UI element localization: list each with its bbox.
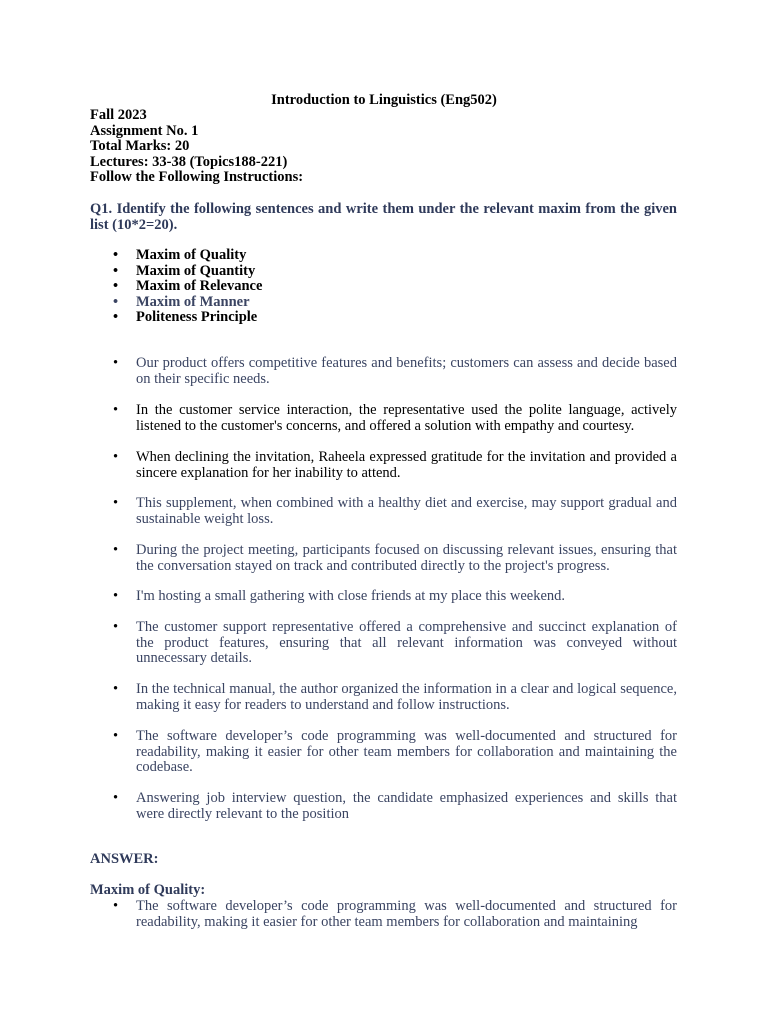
lectures-line: Lectures: 33-38 (Topics188-221): [90, 153, 288, 170]
sentence-item: • Our product offers competitive features and benefits; customers can assess and decide based on their specific needs.: [136, 356, 677, 387]
sentence-item: • Answering job interview question, the candidate emphasized experiences and skills that were directly relevant to the position: [136, 791, 677, 822]
sentence-item: • In the customer service interaction, the representative used the polite language, actively listened to the customer's concerns, and offered a solution with empathy and courtesy.: [136, 403, 677, 434]
total-marks-line: Total Marks: 20: [90, 138, 190, 155]
sentence-item: • The customer support representative offered a comprehensive and succinct explanation of the product features, ensuring that all relevant information was conveyed without unnecessary details.: [136, 620, 677, 667]
maxim-item: • Maxim of Manner: [0, 295, 262, 311]
document-title: Introduction to Linguistics (Eng502): [271, 92, 497, 108]
sentence-item: • The software developer’s code programming was well-documented and structured for readability, making it easier for other team members for collaboration and maintaining the codebase.: [136, 729, 677, 776]
sentence-item: • When declining the invitation, Raheela expressed gratitude for the invitation and provided a sincere explanation for her inability to attend.: [136, 450, 677, 481]
question-text: Q1. Identify the following sentences and write them under the relevant maxim from the given list (10*2=20).: [90, 201, 677, 233]
assignment-number-line: Assignment No. 1: [90, 122, 199, 139]
semester-line: Fall 2023: [90, 107, 147, 123]
instructions-line: Follow the Following Instructions:: [90, 169, 304, 186]
sentence-item: • In the technical manual, the author organized the information in a clear and logical sequence, making it easy for readers to understand and follow instructions.: [136, 682, 677, 713]
maxim-item: • Maxim of Quality: [0, 248, 262, 264]
answer-section-heading: Maxim of Quality:: [90, 882, 206, 898]
sentence-item: • I'm hosting a small gathering with close friends at my place this weekend.: [136, 589, 677, 605]
maxim-item: • Maxim of Relevance: [0, 279, 262, 295]
sentence-item: • During the project meeting, participants focused on discussing relevant issues, ensuring that the conversation stayed on track and contributed directly to the project's progress.: [136, 543, 677, 574]
maxim-list: [0, 248, 262, 326]
assignment-meta: [90, 108, 303, 186]
sentence-item: • This supplement, when combined with a healthy diet and exercise, may support gradual and sustainable weight loss.: [136, 496, 677, 527]
answer-heading: ANSWER:: [90, 851, 159, 867]
answer-section-item: • The software developer’s code programming was well-documented and structured for readability, making it easier for other team members for collaboration and maintaining: [136, 899, 677, 930]
maxim-item: • Maxim of Quantity: [0, 264, 262, 280]
maxim-item: • Politeness Principle: [0, 310, 262, 326]
